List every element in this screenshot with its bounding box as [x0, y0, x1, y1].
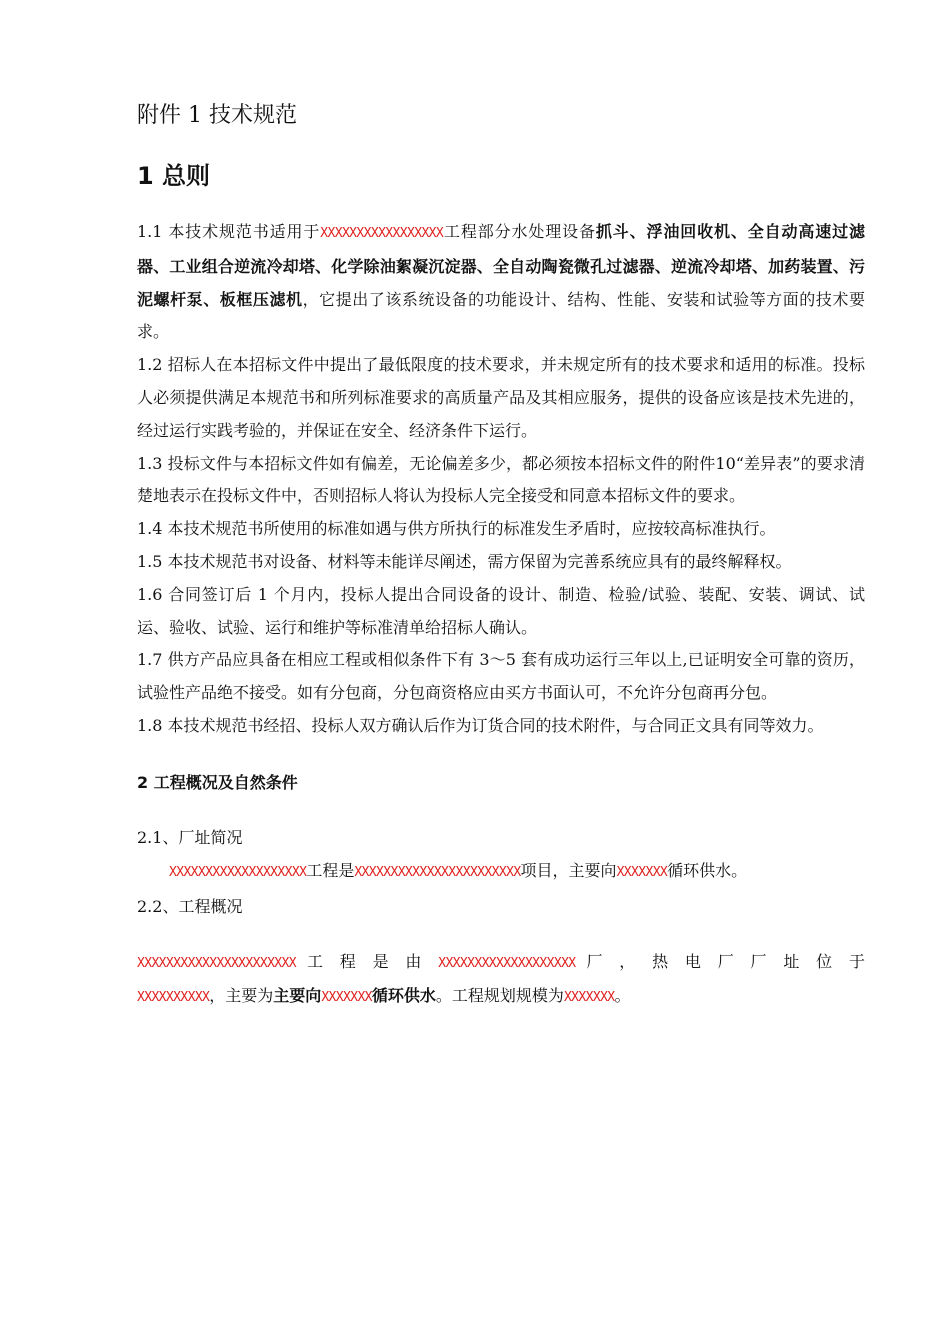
site-text: 项目，主要向 — [520, 860, 617, 880]
overview-bold-text: 循环供水 — [371, 986, 436, 1006]
subsection-2-2-heading: 2.2、工程概况 — [137, 896, 243, 916]
project-placeholder: XXXXXXXXXXXXXXXXXXXXXX — [137, 955, 296, 971]
clause-1-1 — [137, 216, 865, 349]
annex-title: 附件 1 技术规范 — [137, 103, 297, 128]
overview-text: 厂 ， 热 电 厂 厂 址 位 于 — [575, 951, 865, 971]
clause-1-2: 1.2 招标人在本招标文件中提出了最低限度的技术要求，并未规定所有的技术要求和适用的标准。投标人必须提供满足本规范书和所列标准要求的高质量产品及其相应服务，提供的设备应该是技术先进的，经过运行实践考验的，并保证在安全、经济条件下运行。 — [137, 355, 865, 440]
project-placeholder: XXXXXXX — [321, 990, 372, 1006]
clause-1-6: 1.6 合同签订后 1 个月内，投标人提出合同设备的设计、制造、检验/试验、装配、安装、调试、试运、验收、试验、运行和维护等标准清单给招标人确认。 — [137, 584, 865, 637]
clause-1-1-number: 1.1 — [137, 222, 169, 241]
project-placeholder: XXXXXXX — [616, 864, 668, 880]
subsection-2-1-heading: 2.1、厂址简况 — [137, 827, 243, 847]
clause-1-4: 1.4 本技术规范书所使用的标准如遇与供方所执行的标准发生矛盾时，应按较高标准执行。 — [137, 519, 776, 539]
project-placeholder: XXXXXXXXXXXXXXXXXXX — [169, 864, 307, 880]
project-placeholder: XXXXXXXXXXXXXXXXXXXXXXX — [354, 864, 521, 880]
equipment-list: 抓斗、浮油回收机、全自动高速过滤器、工业组合逆流冷却塔、化学除油絮凝沉淀器、全自动陶瓷微孔过滤器、逆流冷却塔、加药装置、污泥螺杆泵、板框压滤机 — [137, 222, 865, 309]
clause-1-8: 1.8 本技术规范书经招、投标人双方确认后作为订货合同的技术附件，与合同正文具有同等效力。 — [137, 715, 824, 735]
site-description — [137, 855, 865, 890]
clause-1-5: 1.5 本技术规范书对设备、材料等未能详尽阐述，需方保留为完善系统应具有的最终解释权。 — [137, 551, 792, 571]
clause-1-3: 1.3 投标文件与本招标文件如有偏差，无论偏差多少，都必须按本招标文件的附件10“差异表”的要求清楚地表示在投标文件中，否则招标人将认为投标人完全接受和同意本招标文件的要求。 — [137, 453, 865, 506]
clause-1-1-text-mid: 工程部分水处理设备 — [443, 222, 596, 241]
overview-text: 工 程 是 由 — [296, 951, 439, 971]
site-text: 循环供水。 — [667, 860, 748, 880]
project-overview-line-2 — [137, 980, 865, 1015]
overview-bold-text: 主要向 — [273, 986, 322, 1006]
clause-1-7: 1.7 供方产品应具备在相应工程或相似条件下有 3～5 套有成功运行三年以上,已证明安全可靠的资历，试验性产品绝不接受。如有分包商，分包商资格应由买方书面认可，不允许分包商再分包。 — [137, 650, 865, 703]
project-overview-line-1 — [137, 946, 865, 981]
overview-text: 。 — [614, 986, 631, 1006]
project-placeholder: XXXXXXXXXXXXXXXXX — [320, 226, 444, 241]
site-text: 工程是 — [306, 860, 355, 880]
section-1-heading: 1 总则 — [137, 162, 211, 190]
project-placeholder: XXXXXXXXXXXXXXXXXXX — [438, 955, 576, 971]
section-2-heading: 2 工程概况及自然条件 — [137, 772, 298, 792]
clause-1-1-text-pre: 本技术规范书适用于 — [168, 222, 321, 241]
clause-1-1-text-post: ，它提出了该系统设备的功能设计、结构、性能、安装和试验等方面的技术要求。 — [137, 289, 865, 342]
overview-text: 。工程规划规模为 — [435, 986, 564, 1006]
overview-text: ，主要为 — [209, 986, 274, 1006]
project-placeholder: XXXXXXXXXX — [137, 990, 210, 1006]
document-page — [137, 96, 865, 1015]
project-placeholder: XXXXXXX — [563, 990, 615, 1006]
